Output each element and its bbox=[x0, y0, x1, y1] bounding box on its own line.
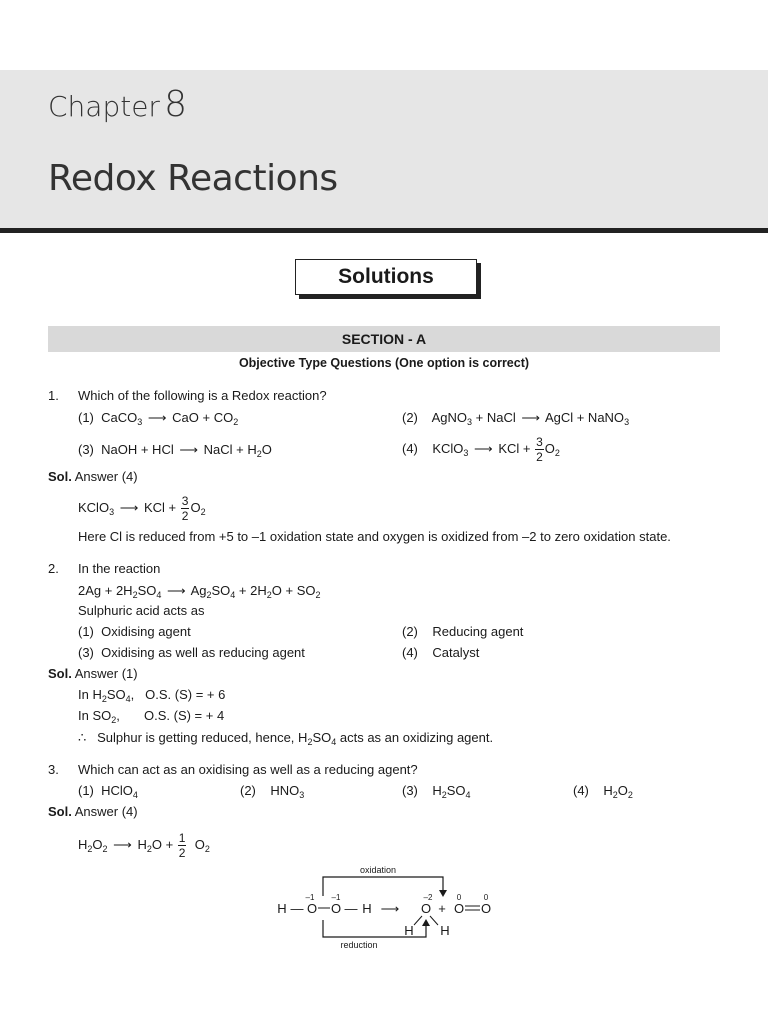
chapter-word: Chapter bbox=[48, 90, 160, 123]
sol-label: Sol. bbox=[48, 469, 72, 484]
arrow-icon: ⟶ bbox=[474, 441, 493, 456]
fraction: $\frac{1}{2}$ bbox=[178, 831, 186, 861]
oxidation-label: oxidation bbox=[359, 865, 397, 875]
arrow-icon: ⟶ bbox=[521, 410, 541, 425]
q2-option-3: (3) Oxidising as well as reducing agent bbox=[78, 645, 305, 660]
q3-option-3: (3) $H_2SO_4$ bbox=[402, 783, 471, 800]
q2-solution-line-2-value: O.S. (S) = + 4 bbox=[144, 708, 225, 723]
arrow-icon: ⟶ bbox=[119, 500, 139, 515]
q1-question: Which of the following is a Redox reaction? bbox=[78, 388, 327, 403]
bond-1: — bbox=[290, 901, 304, 916]
reduction-label: reduction bbox=[340, 940, 378, 950]
atom-o3: O bbox=[420, 901, 432, 916]
atom-o2: O bbox=[330, 901, 342, 916]
q2-prompt: Sulphuric acid acts as bbox=[78, 603, 205, 618]
q2-answer: Answer (1) bbox=[74, 666, 138, 681]
q1-solution-equation: KClO$_3$ ⟶ KCl + $\frac{3}{2}$ $O_2$ bbox=[78, 494, 206, 524]
fraction: $\frac{3}{2}$ bbox=[181, 494, 189, 524]
plus-sign: + bbox=[438, 901, 446, 916]
atom-h4: H bbox=[440, 923, 450, 938]
q1-option-1: (1) CaCO$_3$ ⟶ CaO + $CO_2$ bbox=[78, 410, 239, 427]
q3-option-4: (4) $H_2O_2$ bbox=[573, 783, 633, 800]
section-heading bbox=[48, 326, 720, 352]
q1-number: 1. bbox=[48, 388, 59, 403]
atom-o5: O bbox=[480, 901, 492, 916]
solutions-label: Solutions bbox=[338, 265, 434, 288]
q1-option-4: (4) KClO$_3$ ⟶ KCl + $\frac{3}{2}$ $O_2$ bbox=[402, 435, 560, 465]
q2-solution-line-2: In $SO_2$, bbox=[78, 708, 120, 725]
os-o2: –1 bbox=[331, 893, 341, 902]
fraction: $\frac{3}{2}$ bbox=[536, 435, 543, 465]
section-subtitle: Objective Type Questions (One option is correct) bbox=[238, 356, 530, 370]
reduction-arrow-head bbox=[422, 919, 430, 926]
sol-label: Sol. bbox=[48, 804, 72, 819]
arrow-icon: ⟶ bbox=[179, 442, 198, 457]
os-o1: –1 bbox=[305, 893, 315, 902]
section-title: SECTION - A bbox=[341, 331, 427, 347]
os-o4: 0 bbox=[456, 893, 462, 902]
chapter-label bbox=[48, 84, 187, 125]
atom-h2: H bbox=[362, 901, 372, 916]
q1-answer: Answer (4) bbox=[74, 469, 138, 484]
bond-2: — bbox=[344, 901, 358, 916]
q2-solution-line-1: In $H_2SO_4$, O.S. (S) = + 6 bbox=[78, 687, 226, 704]
q1-explanation: Here Cl is reduced from +5 to –1 oxidation state and oxygen is oxidized from –2 to zero oxidation state. bbox=[78, 529, 671, 544]
arrow-icon: ⟶ bbox=[113, 837, 132, 852]
atom-h1: H bbox=[277, 901, 287, 916]
atom-o1: O bbox=[306, 901, 318, 916]
q2-question: In the reaction bbox=[78, 561, 161, 576]
q3-number: 3. bbox=[48, 762, 59, 777]
chapter-title: Redox Reactions bbox=[48, 158, 338, 199]
redox-diagram bbox=[268, 860, 508, 952]
bond-o-h-left bbox=[414, 916, 422, 925]
q1-option-2: (2) AgNO$_3$ + NaCl ⟶ AgCl + NaNO$_3$ bbox=[402, 410, 630, 427]
q3-solution-equation: $H_2O_2$ ⟶ $H_2O$ + $\frac{1}{2}$ $O_2$ bbox=[78, 831, 210, 861]
q2-equation: $2Ag + 2H_2SO_4$ ⟶ $Ag_2SO_4 + 2H_2O + SO_2$ bbox=[78, 583, 321, 600]
arrow-icon: ⟶ bbox=[167, 583, 186, 598]
q2-option-2: (2) Reducing agent bbox=[402, 624, 524, 639]
oxidation-arrow-head bbox=[439, 890, 447, 897]
arrow-icon: ⟶ bbox=[380, 901, 400, 916]
q3-option-2: (2) $HNO_3$ bbox=[240, 783, 305, 800]
sol-label: Sol. bbox=[48, 666, 72, 681]
atom-h3: H bbox=[404, 923, 414, 938]
solutions-box bbox=[295, 259, 477, 295]
header-divider bbox=[0, 228, 768, 233]
q2-number: 2. bbox=[48, 561, 59, 576]
q3-question: Which can act as an oxidising as well as a reducing agent? bbox=[78, 762, 418, 777]
q2-option-4: (4) Catalyst bbox=[402, 645, 480, 660]
q1-option-3: (3) NaOH + HCl ⟶ NaCl + $H_2O$ bbox=[78, 442, 272, 459]
os-o3: –2 bbox=[423, 893, 433, 902]
q3-answer: Answer (4) bbox=[74, 804, 138, 819]
q3-solution bbox=[48, 804, 138, 820]
os-o5: 0 bbox=[483, 893, 489, 902]
q2-option-1: (1) Oxidising agent bbox=[78, 624, 191, 639]
chapter-number: 8 bbox=[164, 84, 187, 125]
q1-solution bbox=[48, 469, 138, 485]
q2-solution bbox=[48, 666, 138, 682]
q2-conclusion: ∴ Sulphur is getting reduced, hence, $H_2SO_4$ acts as an oxidizing agent. bbox=[78, 730, 494, 747]
atom-o4: O bbox=[453, 901, 465, 916]
arrow-icon: ⟶ bbox=[147, 410, 167, 425]
q3-option-1: (1) HClO$_4$ bbox=[78, 783, 138, 800]
bond-o-h-right bbox=[430, 916, 438, 925]
therefore-icon: ∴ bbox=[78, 730, 87, 745]
